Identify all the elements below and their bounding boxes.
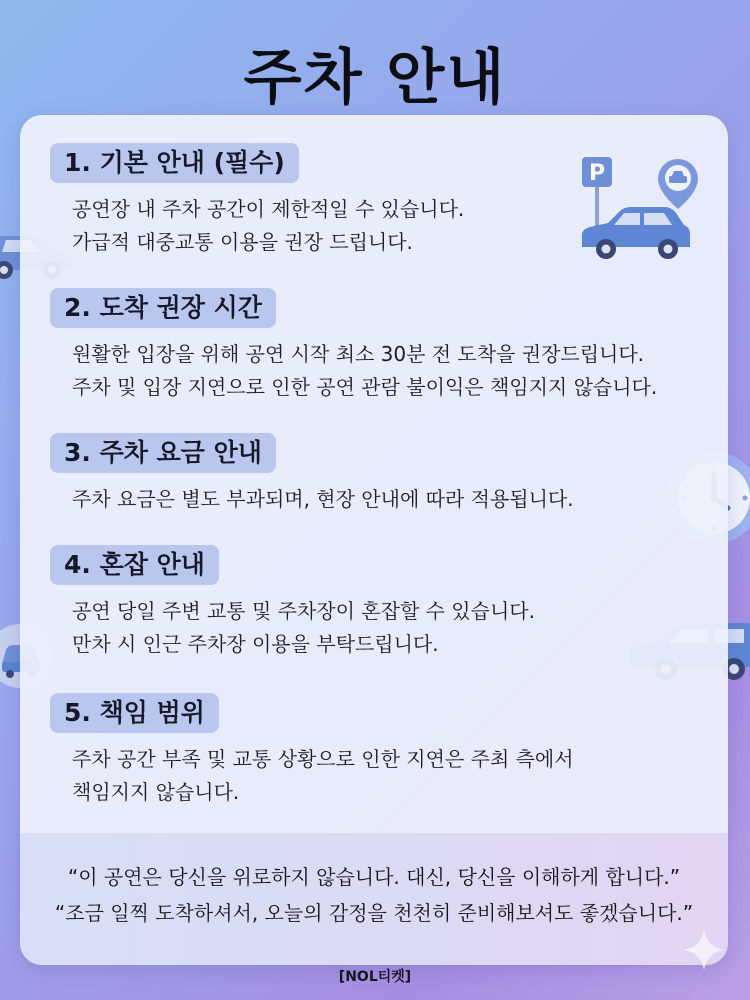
section-body xyxy=(50,338,690,404)
section-line: 주차 및 입장 지연으로 인한 공연 관람 불이익은 책임지지 않습니다. xyxy=(72,375,658,399)
quote-box xyxy=(20,833,728,965)
section-congestion xyxy=(50,545,690,661)
section-line: 원활한 입장을 위해 공연 시작 최소 30분 전 도착을 권장드립니다. xyxy=(72,342,645,366)
section-heading: 3. 주차 요금 안내 xyxy=(50,433,276,473)
section-basic-info xyxy=(50,143,690,259)
section-body xyxy=(50,595,690,661)
section-heading: 2. 도착 권장 시간 xyxy=(50,288,276,328)
section-line: 공연 당일 주변 교통 및 주차장이 혼잡할 수 있습니다. xyxy=(72,599,535,623)
section-line: 주차 공간 부족 및 교통 상황으로 인한 지연은 주최 측에서 xyxy=(72,747,574,771)
quotes xyxy=(20,859,728,931)
section-line: 가급적 대중교통 이용을 권장 드립니다. xyxy=(72,230,413,254)
section-body xyxy=(50,743,690,809)
quote-line: “이 공연은 당신을 위로하지 않습니다. 대신, 당신을 이해하게 합니다.” xyxy=(67,865,681,889)
section-line: 책임지지 않습니다. xyxy=(72,780,240,804)
section-body xyxy=(50,483,690,516)
page-title: 주차 안내 xyxy=(243,43,507,113)
section-line: 주차 요금은 별도 부과되며, 현장 안내에 따라 적용됩니다. xyxy=(72,487,574,511)
section-line: 만차 시 인근 주차장 이용을 부탁드립니다. xyxy=(72,632,439,656)
quote-line: “조금 일찍 도착하셔서, 오늘의 감정을 천천히 준비해보셔도 좋겠습니다.” xyxy=(54,901,694,925)
section-heading: 1. 기본 안내 (필수) xyxy=(50,143,299,183)
source-label: [NOL티켓] xyxy=(338,969,412,985)
section-parking-fee xyxy=(50,433,690,516)
section-heading: 5. 책임 범위 xyxy=(50,693,219,733)
section-body xyxy=(50,193,690,259)
notice-card xyxy=(20,115,728,965)
section-heading: 4. 혼잡 안내 xyxy=(50,545,219,585)
section-line: 공연장 내 주차 공간이 제한적일 수 있습니다. xyxy=(72,197,465,221)
section-arrival-time xyxy=(50,288,690,404)
section-liability xyxy=(50,693,690,809)
parking-sign-letter: P xyxy=(588,161,606,186)
